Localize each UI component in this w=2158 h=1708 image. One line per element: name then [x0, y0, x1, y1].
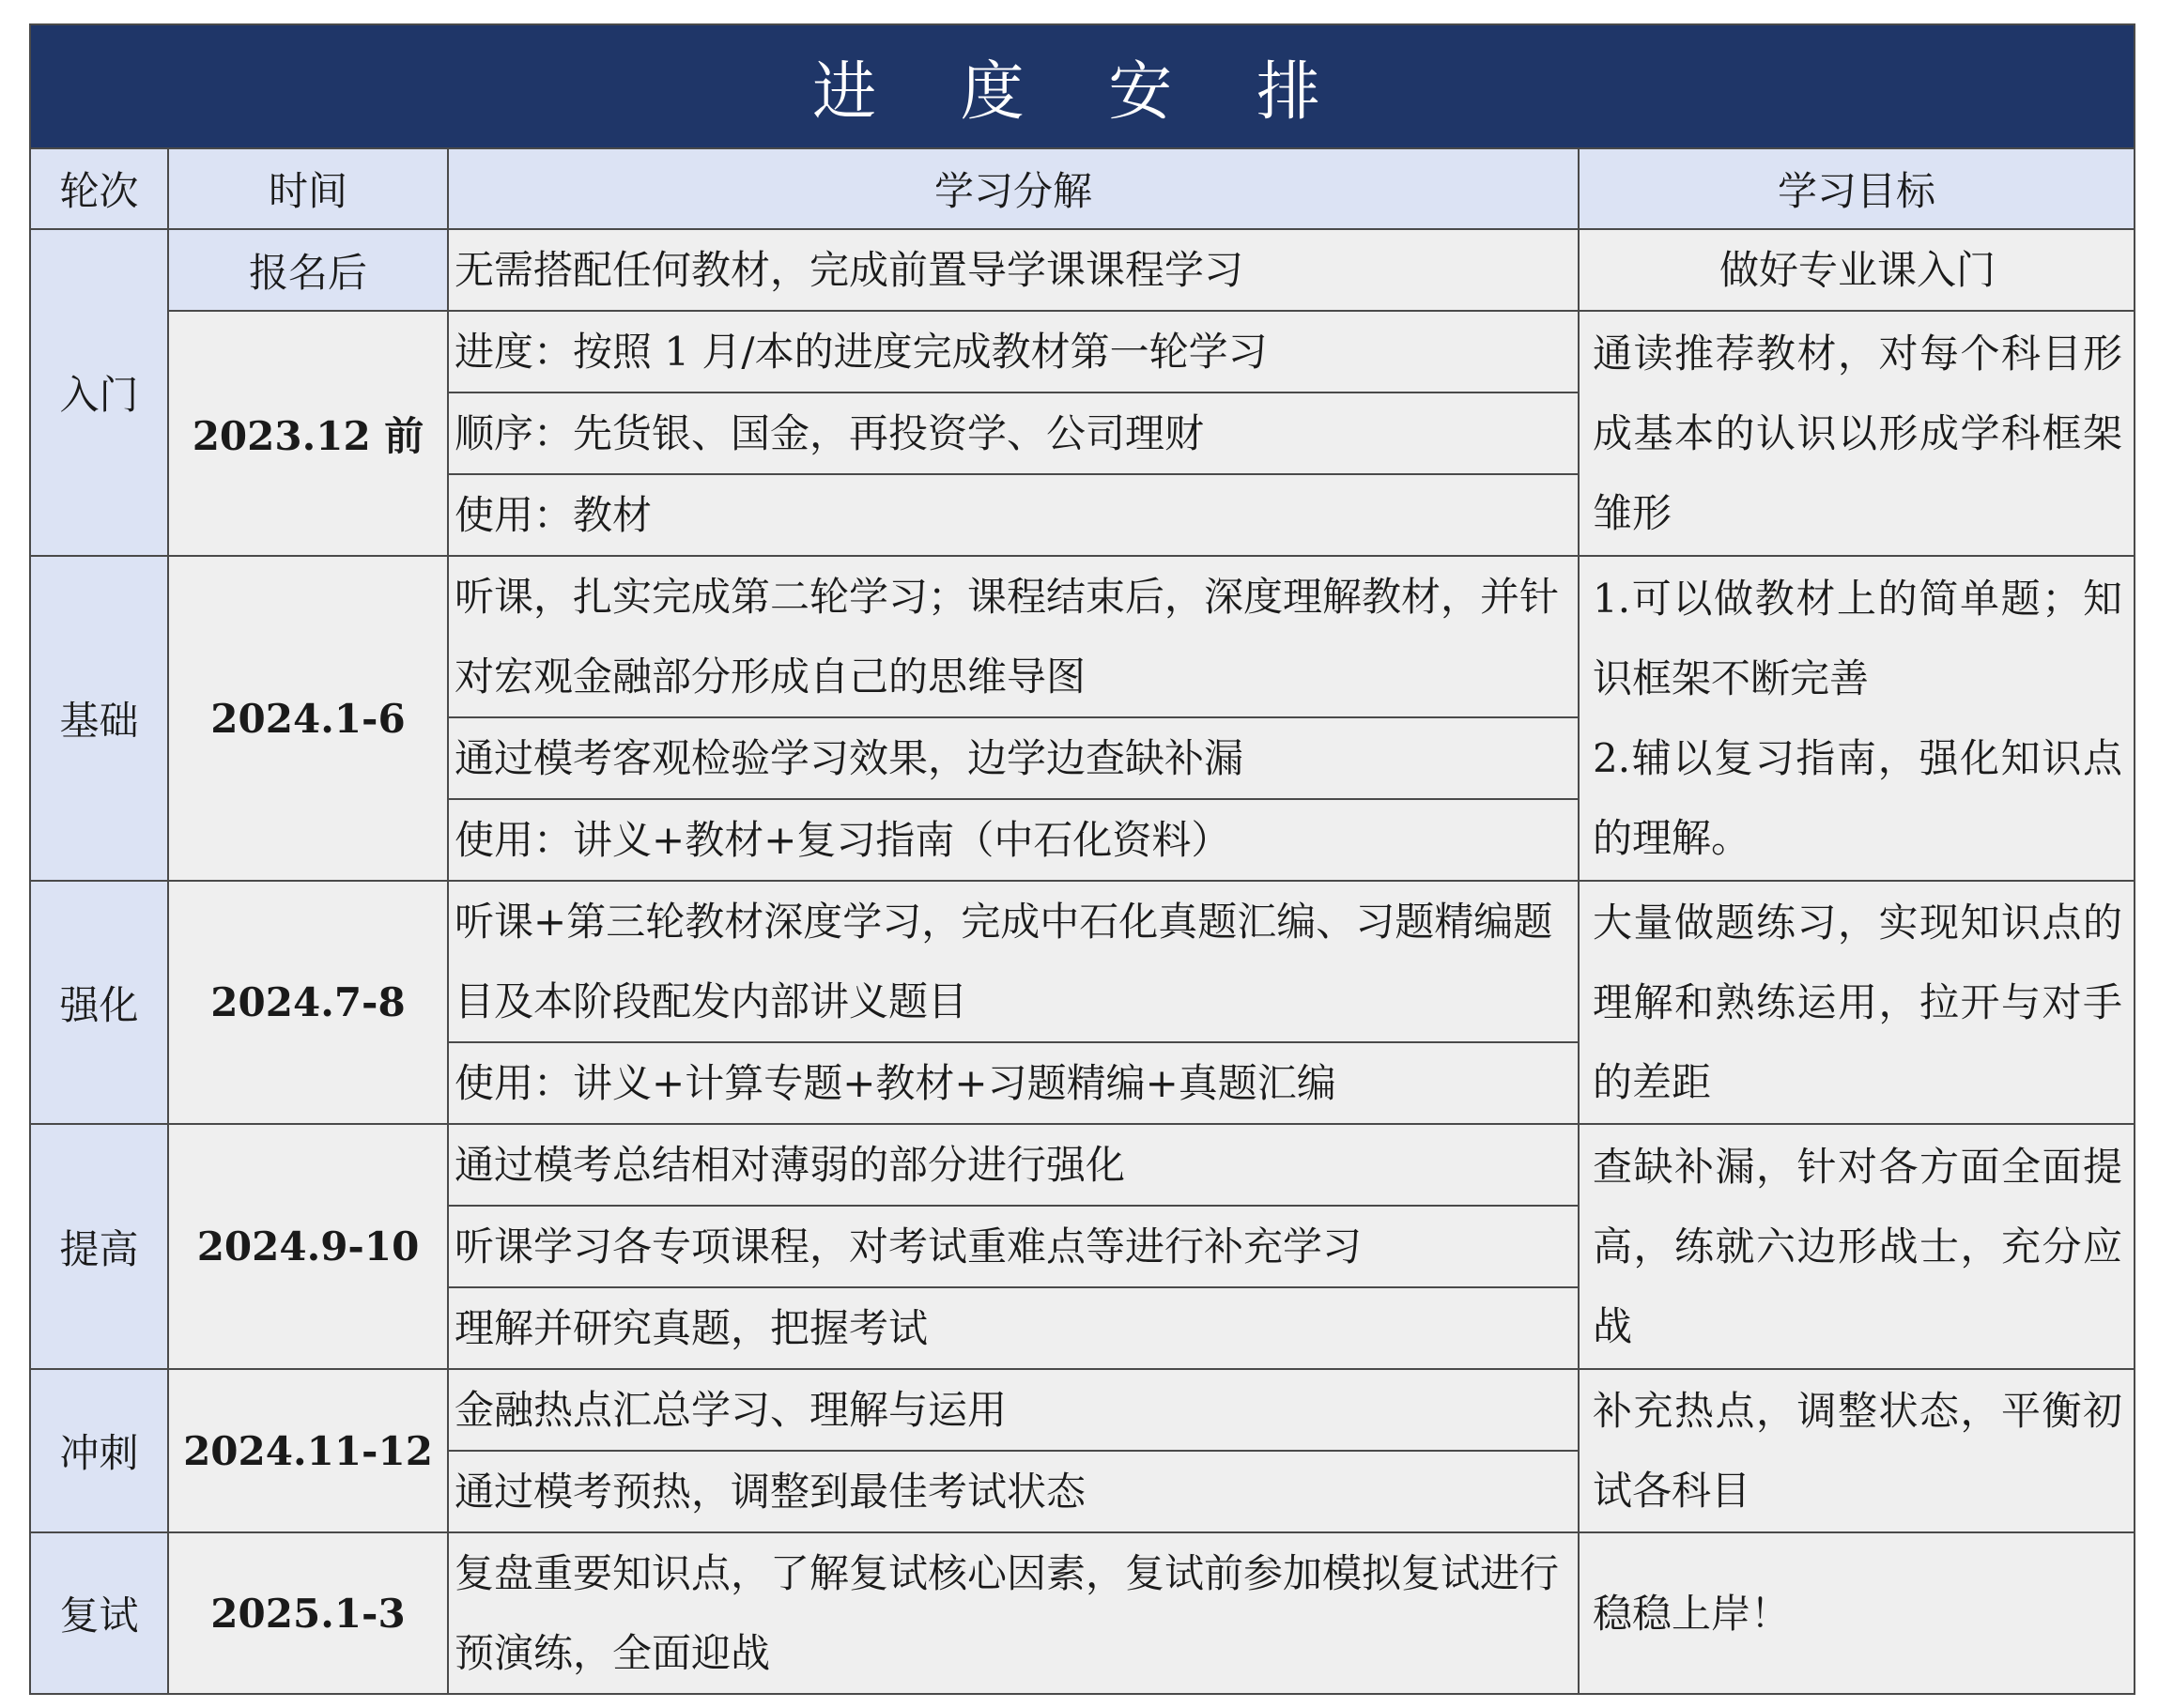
schedule-table	[31, 149, 2134, 1693]
round-cell: 复试	[31, 1532, 168, 1693]
goal-cell: 做好专业课入门	[1579, 229, 2134, 311]
goal-cell	[1579, 556, 2134, 881]
task-cell: 使用：讲义+教材+复习指南（中石化资料）	[448, 799, 1579, 881]
task-cell: 使用：讲义+计算专题+教材+习题精编+真题汇编	[448, 1042, 1579, 1124]
goal-line: 2.辅以复习指南，强化知识点的理解。	[1593, 735, 2122, 861]
task-cell: 听课，扎实完成第二轮学习；课程结束后，深度理解教材，并针对宏观金融部分形成自己的思维导图	[448, 556, 1579, 717]
page-title: 进 度 安 排	[31, 25, 2134, 149]
task-cell: 金融热点汇总学习、理解与运用	[448, 1369, 1579, 1451]
time-cell: 2025.1-3	[168, 1532, 448, 1693]
round-cell: 基础	[31, 556, 168, 881]
time-cell: 2023.12 前	[168, 311, 448, 556]
time-cell: 2024.9-10	[168, 1124, 448, 1369]
goal-cell: 大量做题练习，实现知识点的理解和熟练运用，拉开与对手的差距	[1579, 881, 2134, 1124]
goal-cell: 查缺补漏，针对各方面全面提高，练就六边形战士，充分应战	[1579, 1124, 2134, 1369]
task-cell: 复盘重要知识点，了解复试核心因素，复试前参加模拟复试进行预演练，全面迎战	[448, 1532, 1579, 1693]
task-cell: 使用：教材	[448, 474, 1579, 556]
goal-cell: 补充热点，调整状态，平衡初试各科目	[1579, 1369, 2134, 1532]
task-cell: 顺序：先货银、国金，再投资学、公司理财	[448, 392, 1579, 474]
header-tasks: 学习分解	[448, 149, 1579, 229]
task-cell: 理解并研究真题，把握考试	[448, 1287, 1579, 1369]
round-cell: 提高	[31, 1124, 168, 1369]
task-cell: 无需搭配任何教材，完成前置导学课课程学习	[448, 229, 1579, 311]
goal-cell: 通读推荐教材，对每个科目形成基本的认识以形成学科框架雏形	[1579, 311, 2134, 556]
task-cell: 听课+第三轮教材深度学习，完成中石化真题汇编、习题精编题目及本阶段配发内部讲义题目	[448, 881, 1579, 1042]
goal-cell: 稳稳上岸！	[1579, 1532, 2134, 1693]
goal-line: 1.可以做教材上的简单题；知识框架不断完善	[1593, 576, 2122, 701]
round-cell: 强化	[31, 881, 168, 1124]
task-cell: 进度：按照 1 月/本的进度完成教材第一轮学习	[448, 311, 1579, 392]
header-round: 轮次	[31, 149, 168, 229]
time-cell: 2024.1-6	[168, 556, 448, 881]
time-cell: 2024.7-8	[168, 881, 448, 1124]
task-cell: 通过模考预热，调整到最佳考试状态	[448, 1451, 1579, 1532]
time-cell: 2024.11-12	[168, 1369, 448, 1532]
header-goal: 学习目标	[1579, 149, 2134, 229]
round-cell: 冲刺	[31, 1369, 168, 1532]
round-cell: 入门	[31, 229, 168, 556]
time-cell: 报名后	[168, 229, 448, 311]
schedule-frame	[29, 23, 2135, 1695]
task-cell: 听课学习各专项课程，对考试重难点等进行补充学习	[448, 1206, 1579, 1287]
task-cell: 通过模考总结相对薄弱的部分进行强化	[448, 1124, 1579, 1206]
header-time: 时间	[168, 149, 448, 229]
task-cell: 通过模考客观检验学习效果，边学边查缺补漏	[448, 717, 1579, 799]
